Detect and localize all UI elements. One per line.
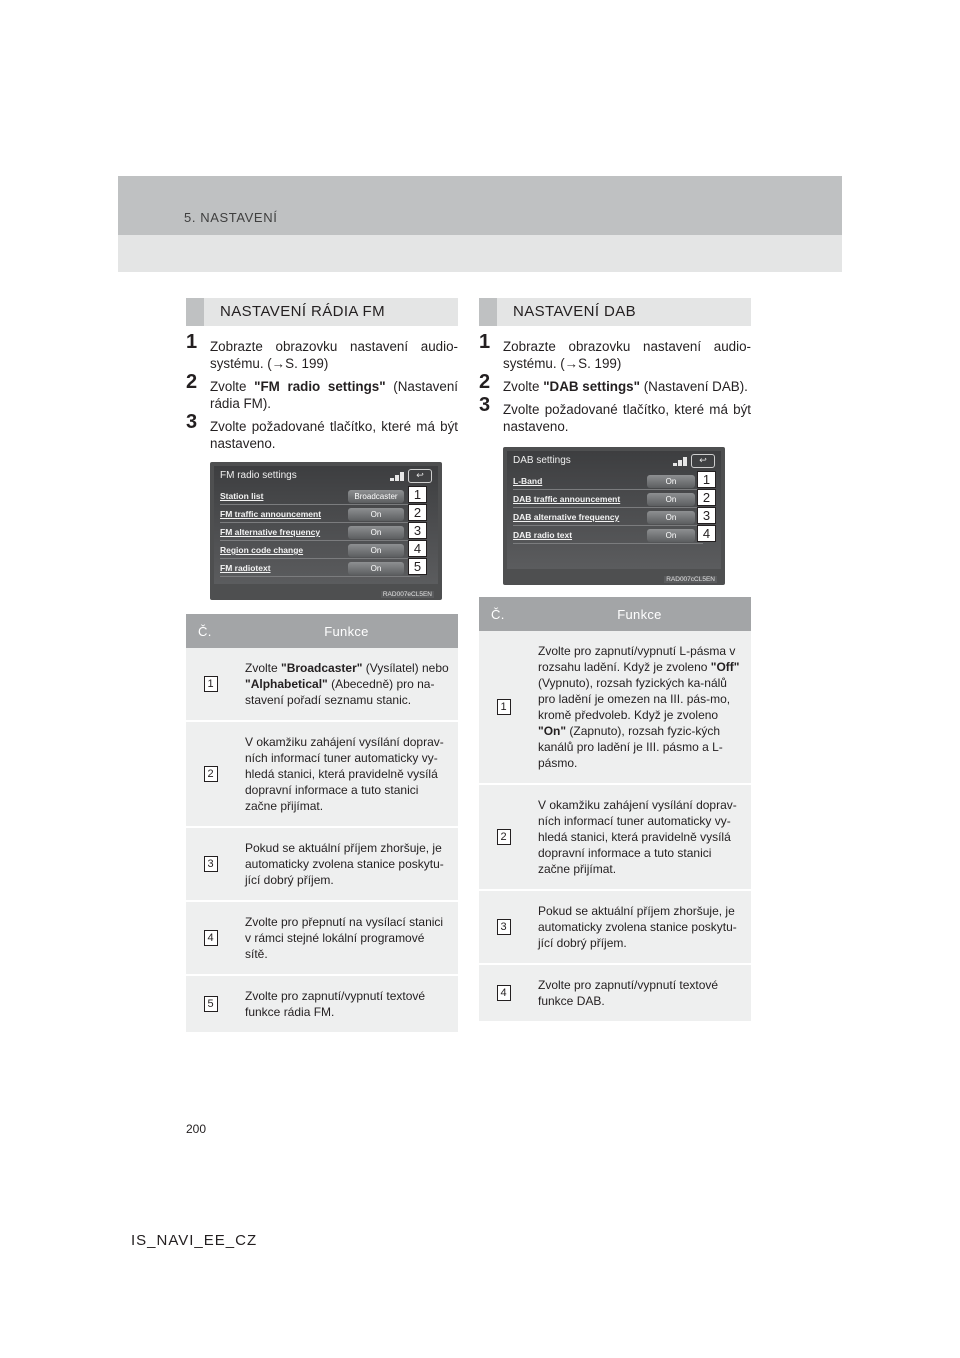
column-header-no: Č. — [479, 597, 528, 631]
column-header-function: Funkce — [235, 614, 458, 648]
screen-row[interactable]: DAB alternative frequency — [513, 509, 703, 526]
page-header — [118, 176, 842, 272]
dab-heading: NASTAVENÍ DAB — [479, 298, 751, 326]
table-row: 4 Zvolte pro přepnutí na vysílací stanici v rámci stejné lokální programové sítě. — [186, 901, 458, 975]
screen-row[interactable]: FM radiotext — [220, 560, 420, 577]
column-header-no: Č. — [186, 614, 235, 648]
screen-value[interactable]: On — [647, 493, 695, 506]
callout-number: 1 — [408, 486, 427, 503]
callout-number: 3 — [408, 522, 427, 539]
dab-settings-screenshot — [503, 447, 725, 585]
row-number: 3 — [204, 856, 218, 872]
screen-row[interactable]: DAB traffic announcement — [513, 491, 703, 508]
callout-number: 1 — [697, 471, 716, 488]
row-number: 4 — [497, 985, 511, 1001]
fm-settings-screenshot — [210, 462, 442, 600]
screen-value[interactable]: Broadcaster — [348, 490, 404, 503]
screen-value[interactable]: On — [647, 475, 695, 488]
page-number: 200 — [186, 1122, 207, 1136]
screen-row[interactable]: DAB radio text — [513, 527, 703, 544]
fm-heading: NASTAVENÍ RÁDIA FM — [186, 298, 458, 326]
table-row: 2 V okamžiku zahájení vysílání doprav-ních informací tuner automaticky vy-hledá stanici, která pravidelně vysílá dopravní informace a tuto stanici začne přijímat. — [186, 721, 458, 827]
dab-step-3: 3 Zvolte požadované tlačítko, které má být nastaveno. — [479, 394, 751, 434]
table-row: 1 Zvolte pro zapnutí/vypnutí L-pásma v rozsahu ladění. Když je zvoleno "Off" (Vypnuto), rozsah fyzických ka-nálů pro ladění je omezen na III. pás-mo, kromě předvoleb. Když je zvoleno "On" (Zapnuto), rozsah fyzic-kých kanálů pro ladění je III. pásmo a L-pásmo. — [479, 631, 751, 784]
screen-title: FM radio settings — [220, 470, 297, 481]
fm-steps — [186, 331, 458, 452]
row-number: 4 — [204, 930, 218, 946]
column-header-function: Funkce — [528, 597, 751, 631]
table-row: 4 Zvolte pro zapnutí/vypnutí textové funkce DAB. — [479, 964, 751, 1022]
screen-row[interactable]: Region code change — [220, 542, 420, 559]
image-code: RAD007eCL5EN — [382, 591, 432, 598]
row-number: 1 — [497, 699, 511, 715]
callout-number: 3 — [697, 507, 716, 524]
screen-row[interactable]: FM alternative frequency — [220, 524, 420, 541]
screen-row[interactable]: Station list — [220, 488, 420, 505]
row-number: 2 — [497, 829, 511, 845]
table-row: 2 V okamžiku zahájení vysílání doprav-ních informací tuner automaticky vy-hledá stanici, která pravidelně vysílá dopravní informace a tuto stanici začne přijímat. — [479, 784, 751, 890]
signal-icon — [390, 471, 404, 481]
screen-value[interactable]: On — [348, 508, 404, 521]
back-button[interactable]: ↩ — [408, 469, 432, 483]
dab-function-table — [479, 597, 751, 1023]
fm-step-1: 1 Zobrazte obrazovku nastavení audio-systému. (→S. 199) — [186, 331, 458, 371]
table-row: 3 Pokud se aktuální příjem zhoršuje, je automaticky zvolena stanice poskytu-jící dobrý příjem. — [186, 827, 458, 901]
row-number: 1 — [204, 676, 218, 692]
row-number: 3 — [497, 919, 511, 935]
screen-value[interactable]: On — [348, 544, 404, 557]
signal-icon — [673, 456, 687, 466]
screen-value[interactable]: On — [348, 562, 404, 575]
screen-value[interactable]: On — [647, 529, 695, 542]
table-row: 1 Zvolte "Broadcaster" (Vysílatel) nebo "Alphabetical" (Abecedně) pro na-stavení pořadí seznamu stanic. — [186, 648, 458, 721]
callout-number: 5 — [408, 558, 427, 575]
dab-step-1: 1 Zobrazte obrazovku nastavení audio-systému. (→S. 199) — [479, 331, 751, 371]
screen-row[interactable]: FM traffic announcement — [220, 506, 420, 523]
dab-section — [479, 298, 751, 1023]
fm-function-table — [186, 614, 458, 1034]
document-code: IS_NAVI_EE_CZ — [131, 1232, 258, 1249]
callout-number: 2 — [697, 489, 716, 506]
dab-step-2: 2 Zvolte "DAB settings" (Nastavení DAB). — [479, 371, 748, 394]
screen-title: DAB settings — [513, 455, 571, 466]
table-row: 5 Zvolte pro zapnutí/vypnutí textové funkce rádia FM. — [186, 975, 458, 1033]
header-strip — [118, 176, 842, 235]
back-button[interactable]: ↩ — [691, 454, 715, 468]
section-title: 5. NASTAVENÍ — [184, 210, 278, 225]
callout-number: 4 — [697, 525, 716, 542]
fm-step-2: 2 Zvolte "FM radio settings" (Nastavení rádia FM). — [186, 371, 458, 411]
callout-number: 2 — [408, 504, 427, 521]
row-number: 5 — [204, 996, 218, 1012]
screen-value[interactable]: On — [348, 526, 404, 539]
row-number: 2 — [204, 766, 218, 782]
screen-value[interactable]: On — [647, 511, 695, 524]
fm-step-3: 3 Zvolte požadované tlačítko, které má být nastaveno. — [186, 411, 458, 451]
fm-section — [186, 298, 458, 1034]
image-code: RAD007cCL5EN — [666, 576, 715, 583]
screen-row[interactable]: L-Band — [513, 473, 703, 490]
dab-steps — [479, 331, 751, 435]
table-row: 3 Pokud se aktuální příjem zhoršuje, je automaticky zvolena stanice poskytu-jící dobrý příjem. — [479, 890, 751, 964]
callout-number: 4 — [408, 540, 427, 557]
